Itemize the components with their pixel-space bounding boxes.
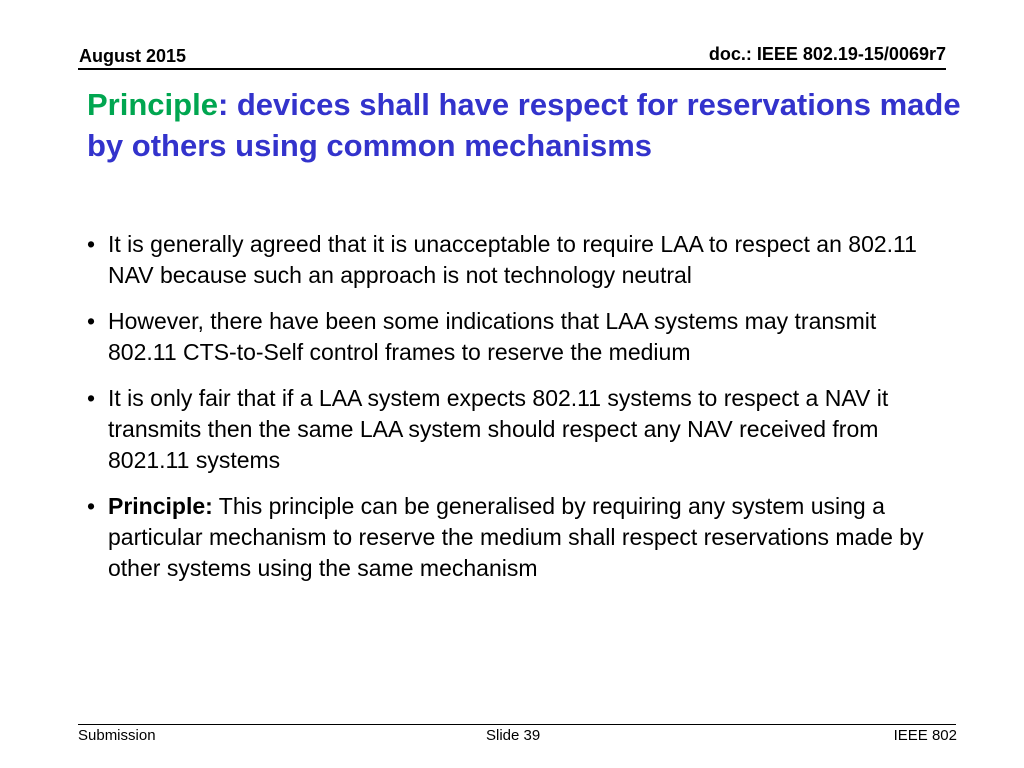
slide-title	[87, 84, 967, 166]
title-rest: : devices shall have respect for reservations made by others using common mechanisms	[87, 87, 961, 163]
bullet-marker: •	[87, 308, 96, 334]
bullet-text: This principle can be generalised by requiring any system using a particular mechanism to reserve the medium shall respect reservations made by other systems using the same mechanism	[108, 493, 924, 581]
bullet-item	[87, 491, 937, 584]
header-date: August 2015	[79, 46, 187, 66]
bullet-bold-lead: Principle:	[108, 493, 213, 519]
bullet-text: It is generally agreed that it is unacceptable to require LAA to respect an 802.11 NAV because such an approach is not technology neutral	[108, 231, 917, 288]
bullet-text: However, there have been some indications that LAA systems may transmit 802.11 CTS-to-Self control frames to reserve the medium	[108, 308, 877, 365]
bullet-item	[87, 383, 937, 476]
bullet-marker: •	[87, 385, 96, 411]
bullet-marker: •	[87, 493, 96, 519]
bullet-marker: •	[87, 231, 96, 257]
header-divider	[78, 68, 946, 70]
bullet-list	[87, 229, 937, 599]
bullet-text: It is only fair that if a LAA system expects 802.11 systems to respect a NAV it transmits then the same LAA system should respect any NAV received from 8021.11 systems	[108, 385, 889, 473]
bullet-item	[87, 306, 937, 368]
bullet-item	[87, 229, 937, 291]
footer-divider	[78, 724, 956, 725]
footer-organization: IEEE 802	[893, 727, 957, 744]
document-id: doc.: IEEE 802.19-15/0069r7	[708, 44, 946, 64]
slide-number: Slide 39	[486, 727, 541, 744]
title-lead: Principle	[87, 87, 218, 122]
footer-submission: Submission	[78, 727, 156, 744]
